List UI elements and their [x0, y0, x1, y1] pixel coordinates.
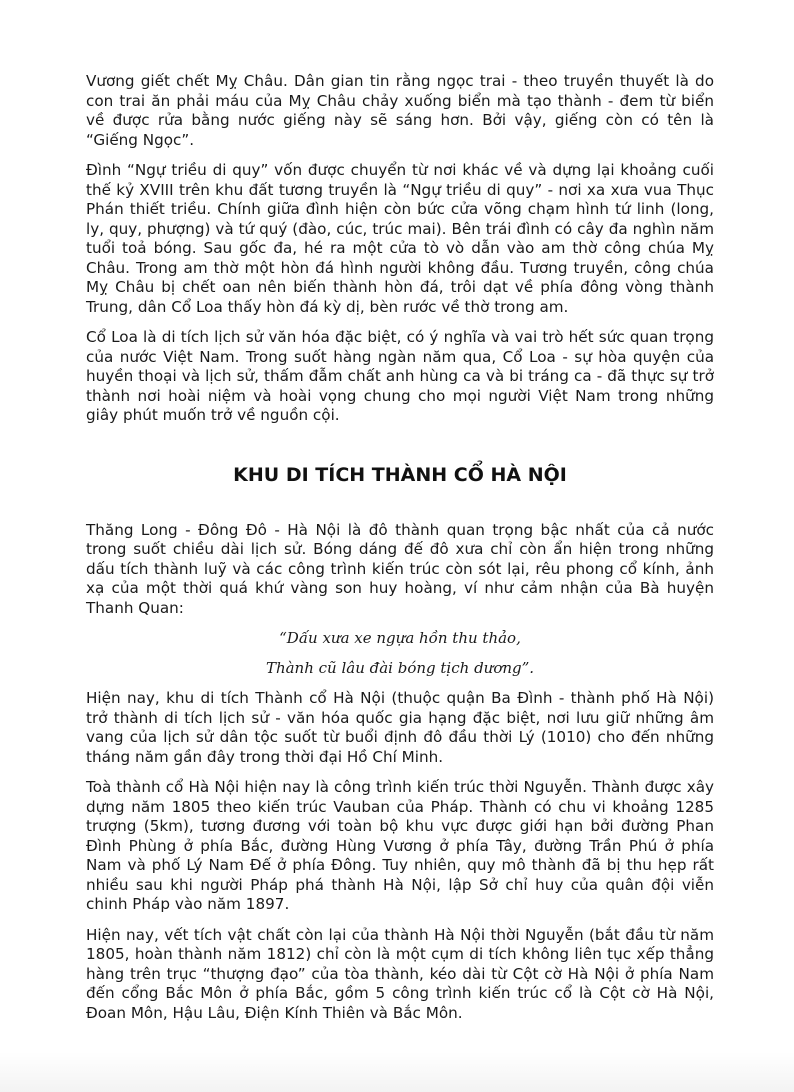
- paragraph-remaining-relics: Hiện nay, vết tích vật chất còn lại của thành Hà Nội thời Nguyễn (bắt đầu từ năm 1805, hoàn thành năm 1812) chỉ còn là một cụm di tích không liên tục xếp thẳng hàng trên trục “thượng đạo” của tòa thành, kéo dài từ Cột cờ Hà Nội ở phía Nam đến cổng Bắc Môn ở phía Bắc, gồm 5 công trình kiến trúc cổ là Cột cờ Hà Nội, Đoan Môn, Hậu Lâu, Điện Kính Thiên và Bắc Môn.: [86, 925, 714, 1022]
- page-bottom-shadow: [0, 1052, 794, 1092]
- poem-line: “Dấu xưa xe ngựa hồn thu thảo,: [279, 629, 521, 647]
- paragraph-nguyen-citadel: Toà thành cổ Hà Nội hiện nay là công trình kiến trúc thời Nguyễn. Thành được xây dựng năm 1805 theo kiến trúc Vauban của Pháp. Thành có chu vi khoảng 1285 trượng (5km), tương đương với toàn bộ khu vực được giới hạn bởi đường Phan Đình Phùng ở phía Bắc, đường Hùng Vương ở phía Tây, đường Trần Phú ở phía Nam và phố Lý Nam Đế ở phía Đông. Tuy nhiên, quy mô thành đã bị thu hẹp rất nhiều sau khi người Pháp phá thành Hà Nội, lập Sở chỉ huy của quân đội viễn chinh Pháp vào năm 1897.: [86, 778, 714, 913]
- paragraph-my-chau-well: Vương giết chết Mỵ Châu. Dân gian tin rằng ngọc trai - theo truyền thuyết là do con trai ăn phải máu của Mỵ Châu chảy xuống biển mà tạo thành - đem từ biển về được rửa bằng nước giếng này sẽ sáng hơn. Bởi vậy, giếng còn có tên là “Giếng Ngọc”.: [86, 72, 714, 149]
- poem-quote: [86, 629, 714, 678]
- paragraph-co-loa-significance: Cổ Loa là di tích lịch sử văn hóa đặc biệt, có ý nghĩa và vai trò hết sức quan trọng của nước Việt Nam. Trong suốt hàng ngàn năm qua, Cổ Loa - sự hòa quyện của huyền thoại và lịch sử, thấm đẫm chất anh hùng ca và bi tráng ca - đã thực sự trở thành nơi hoài niệm và hoài vọng chung cho mọi người Việt Nam trong những giây phút muốn trở về nguồn cội.: [86, 328, 714, 424]
- paragraph-heritage-status: Hiện nay, khu di tích Thành cổ Hà Nội (thuộc quận Ba Đình - thành phố Hà Nội) trở thành di tích lịch sử - văn hóa quốc gia hạng đặc biệt, nơi lưu giữ những âm vang của lịch sử dân tộc suốt từ buổi định đô đầu thời Lý (1010) cho đến những tháng năm gần đây trong thời đại Hồ Chí Minh.: [86, 689, 714, 766]
- paragraph-intro: Thăng Long - Đông Đô - Hà Nội là đô thành quan trọng bậc nhất của cả nước trong suốt chiều dài lịch sử. Bóng dáng đế đô xưa chỉ còn ẩn hiện trong những dấu tích thành luỹ và các công trình kiến trúc còn sót lại, rêu phong cổ kính, ảnh xạ của một thời quá khứ vàng son huy hoàng, ví như cảm nhận của Bà huyện Thanh Quan:: [86, 520, 714, 617]
- document-page: [86, 72, 714, 1034]
- poem-line: Thành cũ lâu đài bóng tịch dương”.: [265, 659, 535, 677]
- paragraph-ngu-trieu-di-quy: Đình “Ngự triều di quy” vốn được chuyển từ nơi khác về và dựng lại khoảng cuối thế kỷ XVIII trên khu đất tương truyền là “Ngự triều di quy” - nơi xa xưa vua Thục Phán thiết triều. Chính giữa đình hiện còn bức cửa võng chạm hình tứ linh (long, ly, quy, phượng) và tứ quý (đào, cúc, trúc mai). Bên trái đình có cây đa nghìn năm tuổi toả bóng. Sau gốc đa, hé ra một cửa tò vò dẫn vào am thờ công chúa Mỵ Châu. Trong am thờ một hòn đá hình người không đầu. Tương truyền, công chúa Mỵ Châu bị chết oan nên biến thành hòn đá, trôi dạt về phía đông vòng thành Trung, dân Cổ Loa thấy hòn đá kỳ dị, bèn rước về thờ trong am.: [86, 161, 714, 316]
- section-title: KHU DI TÍCH THÀNH CỔ HÀ NỘI: [233, 463, 567, 486]
